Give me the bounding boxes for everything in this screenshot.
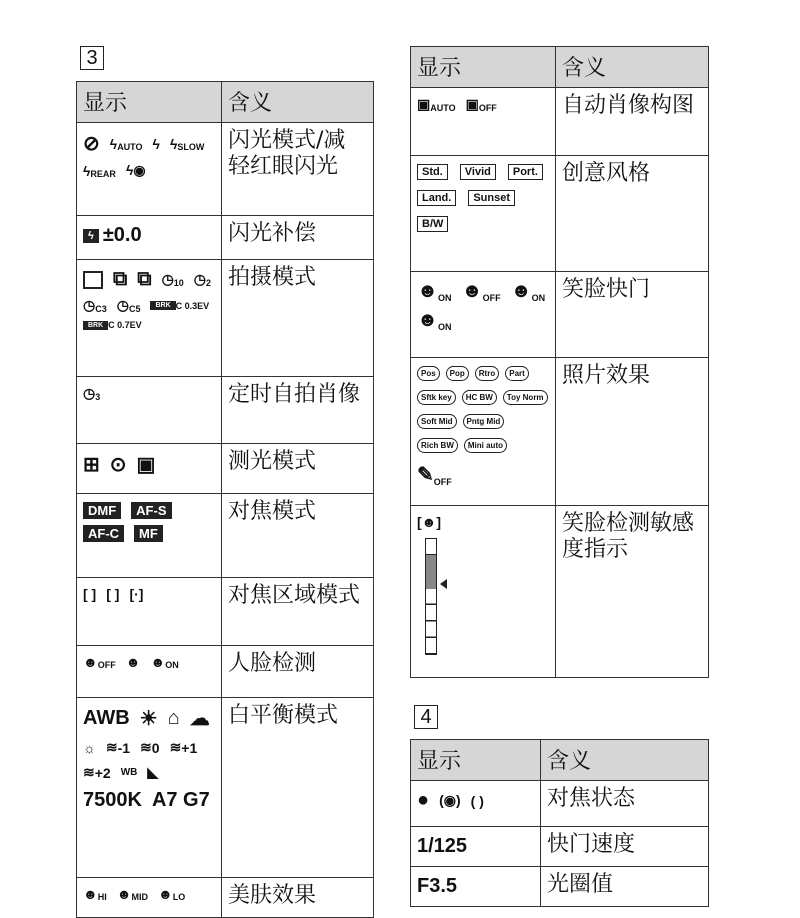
self-portrait-timer-icons xyxy=(77,377,222,444)
table-row xyxy=(77,578,374,646)
bracket-03-icon: BRK C 0.3EV xyxy=(150,301,209,311)
table-header xyxy=(77,82,374,123)
smile-shutter-icons xyxy=(411,272,556,358)
row-meaning: 白平衡模式 xyxy=(222,698,374,878)
table-row xyxy=(411,156,709,272)
flash-rear-icon: ϟ REAR xyxy=(83,162,116,179)
effect-rich-bw-icon: Rich BW xyxy=(417,438,458,453)
focus-locked-icon: ● xyxy=(417,789,430,811)
effect-painting-icon: Pntg Mid xyxy=(463,414,505,429)
face-detection-icons xyxy=(77,646,222,698)
white-balance-icons xyxy=(77,698,222,878)
daylight-icon: ☀ xyxy=(139,708,158,730)
row-meaning: 快门速度 xyxy=(541,827,709,867)
face-detect-registered-icon: ☻ xyxy=(125,654,141,670)
row-meaning: 照片效果 xyxy=(556,358,709,506)
row-meaning: 自动肖像构图 xyxy=(556,88,709,156)
framing-auto-icon: ▣ AUTO xyxy=(417,96,456,113)
aperture-value: F3.5 xyxy=(417,875,458,897)
row-meaning: 拍摄模式 xyxy=(222,260,374,377)
dmf-icon: DMF xyxy=(83,502,121,519)
shade-icon: ⌂ xyxy=(167,707,180,729)
fluorescent-plus1-icon: ≋ +1 xyxy=(169,739,198,756)
bracket-07-icon: BRK C 0.7EV xyxy=(83,320,142,330)
style-standard-icon: Std. xyxy=(417,164,448,180)
effect-hc-bw-icon: HC BW xyxy=(462,390,497,405)
focus-status-icons xyxy=(411,781,541,827)
multi-metering-icon: ⊞ xyxy=(83,454,100,476)
face-detect-on-icon: ☻ ON xyxy=(150,654,179,670)
table-row xyxy=(411,867,709,907)
flash-off-icon: ⊘ xyxy=(83,133,100,155)
table-row xyxy=(411,827,709,867)
table-row xyxy=(77,377,374,444)
self-timer-c5-icon: ◷ C5 xyxy=(116,297,141,314)
creative-style-icons xyxy=(411,156,556,272)
row-meaning: 笑脸快门 xyxy=(556,272,709,358)
section-3-table xyxy=(76,81,374,918)
color-filter-value: A7 G7 xyxy=(151,789,210,811)
effect-soft-high-key-icon: Sftk key xyxy=(417,390,456,405)
soft-skin-hi-icon: ☻ HI xyxy=(83,886,107,902)
effect-pop-icon: Pop xyxy=(446,366,469,381)
center-area-icon: [ ] xyxy=(106,586,120,602)
table-row xyxy=(411,358,709,506)
sensitivity-level xyxy=(426,555,436,589)
style-sunset-icon: Sunset xyxy=(468,190,515,206)
fluorescent-minus1-icon: ≋ -1 xyxy=(105,739,131,756)
smile-sensitivity-icons xyxy=(411,506,556,678)
wide-area-icon: [ ] xyxy=(83,586,97,602)
soft-skin-mid-icon: ☻ MID xyxy=(116,886,148,902)
section-4-table xyxy=(410,739,709,907)
table-row xyxy=(411,272,709,358)
row-meaning: 美肤效果 xyxy=(222,878,374,918)
mf-icon: MF xyxy=(134,525,163,542)
flexible-spot-icon: [·] xyxy=(129,586,144,602)
effect-off-icon: ✎ OFF xyxy=(417,464,452,487)
style-vivid-icon: Vivid xyxy=(460,164,496,180)
self-timer-10-icon: ◷ 10 xyxy=(161,271,184,288)
table-row xyxy=(77,260,374,377)
smile-on-icon: ☻ ON xyxy=(417,280,452,303)
flash-slow-icon: ϟ SLOW xyxy=(169,135,205,152)
section-3-number: 3 xyxy=(80,46,104,70)
color-temp-value: 7500K xyxy=(83,789,142,811)
effect-partial-color-icon: Part xyxy=(505,366,529,381)
style-portrait-icon: Port. xyxy=(508,164,543,180)
awb-icon: AWB xyxy=(83,707,130,729)
header-meaning: 含义 xyxy=(541,740,709,781)
smile-on-alt2-icon: ☻ ON xyxy=(417,309,452,332)
effect-posterization-icon: Pos xyxy=(417,366,440,381)
incandescent-icon: ☼ xyxy=(83,739,96,756)
continuous-icon: ⧉ xyxy=(113,268,128,290)
smile-off-icon: ☻ OFF xyxy=(461,280,501,303)
row-meaning: 对焦模式 xyxy=(222,494,374,578)
table-row xyxy=(77,494,374,578)
flash-comp-value: ϟ ±0.0 xyxy=(83,224,142,247)
aperture-cell xyxy=(411,867,541,907)
soft-skin-lo-icon: ☻ LO xyxy=(157,886,186,902)
smile-on-alt-icon: ☻ ON xyxy=(510,280,546,303)
table-header xyxy=(411,47,709,88)
table-row xyxy=(77,123,374,216)
row-meaning: 人脸检测 xyxy=(222,646,374,698)
header-meaning: 含义 xyxy=(222,82,374,123)
shutter-speed-cell xyxy=(411,827,541,867)
single-shot-icon xyxy=(83,271,103,289)
section-4-number: 4 xyxy=(414,705,438,729)
focus-area-icons xyxy=(77,578,222,646)
table-row xyxy=(77,444,374,494)
af-s-icon: AF-S xyxy=(131,502,171,519)
row-meaning: 闪光补偿 xyxy=(222,216,374,260)
header-meaning: 含义 xyxy=(556,47,709,88)
table-row xyxy=(77,878,374,918)
header-display: 显示 xyxy=(77,82,222,123)
header-display: 显示 xyxy=(411,47,556,88)
row-meaning: 测光模式 xyxy=(222,444,374,494)
fluorescent-0-icon: ≋ 0 xyxy=(140,739,160,756)
table-row xyxy=(77,698,374,878)
flash-auto-icon: ϟ AUTO xyxy=(109,135,143,152)
flash-on-icon: ϟ xyxy=(152,135,160,152)
focus-mode-icons xyxy=(77,494,222,578)
speed-priority-icon: ⧉ xyxy=(137,268,152,290)
table-row xyxy=(411,88,709,156)
cloudy-icon: ☁ xyxy=(189,708,210,730)
af-c-icon: AF-C xyxy=(83,525,124,542)
section-right-table xyxy=(410,46,709,678)
flash-wb-icon: WB xyxy=(120,767,138,778)
drive-mode-icons xyxy=(77,260,222,377)
metering-mode-icons xyxy=(77,444,222,494)
framing-off-icon: ▣ OFF xyxy=(465,96,497,113)
spot-metering-icon: ▣ xyxy=(136,454,156,476)
flash-compensation-icons xyxy=(77,216,222,260)
soft-skin-icons xyxy=(77,878,222,918)
flash-mode-icons xyxy=(77,123,222,216)
table-row xyxy=(411,781,709,827)
picture-effect-icons xyxy=(411,358,556,506)
row-meaning: 笑脸检测敏感度指示 xyxy=(556,506,709,678)
row-meaning: 创意风格 xyxy=(556,156,709,272)
custom-wb-icon: ◣ xyxy=(147,764,159,780)
style-bw-icon: B/W xyxy=(417,216,448,232)
table-row xyxy=(77,216,374,260)
table-row xyxy=(411,506,709,678)
header-display: 显示 xyxy=(411,740,541,781)
self-timer-2-icon: ◷ 2 xyxy=(193,271,212,288)
table-header xyxy=(411,740,709,781)
table-row xyxy=(77,646,374,698)
smile-detection-icon: [☻] xyxy=(417,514,442,530)
effect-toy-icon: Toy Norm xyxy=(503,390,548,405)
row-meaning: 光圈值 xyxy=(541,867,709,907)
auto-portrait-framing-icons xyxy=(411,88,556,156)
effect-retro-icon: Rtro xyxy=(475,366,499,381)
sensitivity-meter xyxy=(425,538,437,655)
focus-continuous-icon: (◉) xyxy=(439,792,461,808)
self-timer-c3-icon: ◷ C3 xyxy=(83,297,107,314)
row-meaning: 定时自拍肖像 xyxy=(222,377,374,444)
effect-miniature-icon: Mini auto xyxy=(464,438,507,453)
face-detect-off-icon: ☻ OFF xyxy=(83,654,116,670)
effect-soft-focus-icon: Soft Mid xyxy=(417,414,457,429)
focus-in-progress-icon: ( ) xyxy=(470,792,484,809)
red-eye-icon: ϟ◉ xyxy=(125,162,146,178)
self-timer-3-icon: ◷ 3 xyxy=(83,385,101,402)
style-landscape-icon: Land. xyxy=(417,190,456,206)
shutter-speed-value: 1/125 xyxy=(417,835,468,857)
row-meaning: 对焦状态 xyxy=(541,781,709,827)
sensitivity-arrow-icon xyxy=(440,579,447,589)
row-meaning: 闪光模式/减轻红眼闪光 xyxy=(222,123,374,216)
center-metering-icon: ⊙ xyxy=(109,454,127,476)
row-meaning: 对焦区域模式 xyxy=(222,578,374,646)
fluorescent-plus2-icon: ≋ +2 xyxy=(83,764,111,781)
